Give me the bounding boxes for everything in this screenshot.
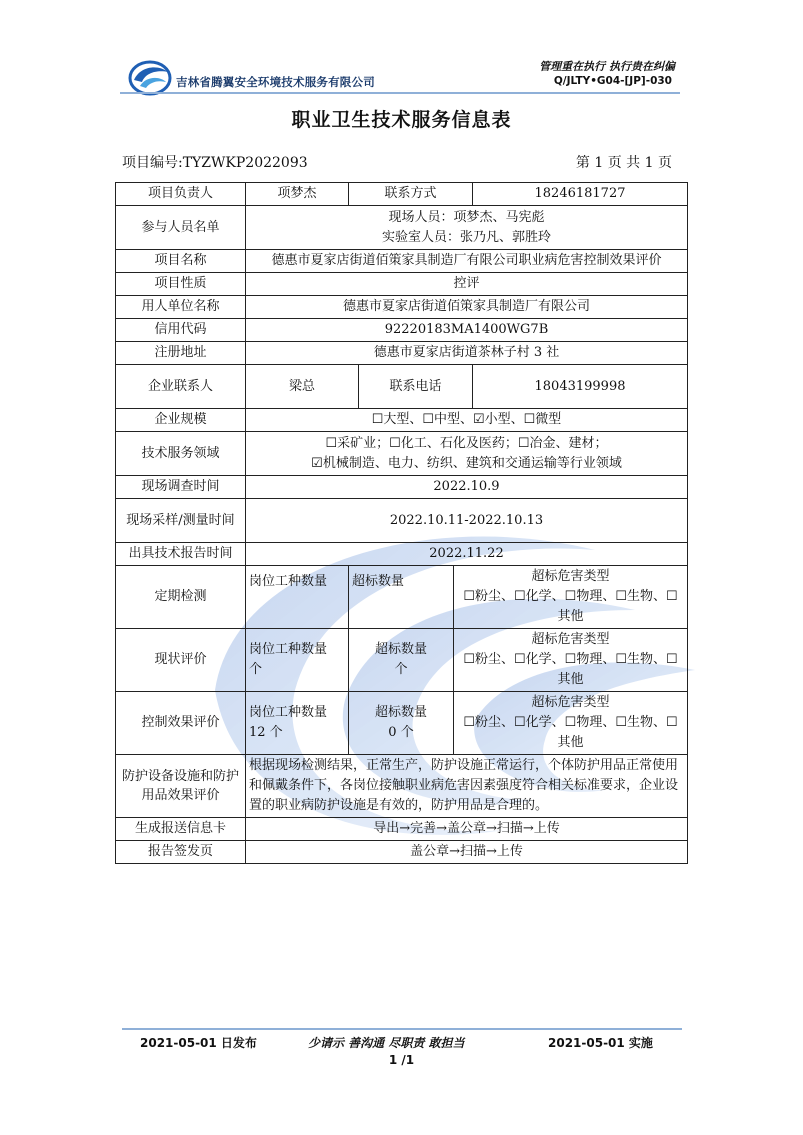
credit-label: 信用代码: [116, 319, 246, 342]
scale-value: ☐大型、☐中型、☑小型、☐微型: [246, 409, 688, 432]
exceed-value: 0 个: [388, 725, 414, 740]
info-table: [115, 182, 688, 864]
survey-label: 现场调查时间: [116, 476, 246, 499]
contact-label: 联系方式: [349, 183, 473, 206]
control-exceed: [349, 692, 454, 755]
table-row: [116, 755, 688, 818]
field-line: ☑机械制造、电力、纺织、建筑和交通运输等行业领域: [311, 455, 622, 471]
control-positions: [246, 692, 349, 755]
ent-contact-label: 企业联系人: [116, 365, 246, 409]
leader-label: 项目负责人: [116, 183, 246, 206]
table-row: [116, 432, 688, 476]
company-motto: 管理重在执行 执行贵在纠偏: [539, 60, 675, 73]
nature-value: 控评: [246, 273, 688, 296]
status-label: 现状评价: [116, 629, 246, 692]
exceed-unit: 个: [394, 662, 408, 677]
table-row: [116, 409, 688, 432]
periodic-positions: 岗位工种数量: [246, 566, 349, 629]
protect-value: 根据现场检测结果，正常生产，防护设施正常运行，个体防护用品正常使用和佩戴条件下，各岗位接触职业病危害因素强度符合相关标准要求，企业设置的职业病防护设施是有效的，防护用品是合理的。: [246, 755, 688, 818]
table-row: [116, 841, 688, 864]
table-row: [116, 543, 688, 566]
participants-value: [246, 206, 688, 250]
company-name: 吉林省腾翼安全环境技术服务有限公司: [176, 75, 375, 89]
positions-value: 12 个: [249, 725, 283, 740]
exceed-label: 超标数量: [374, 642, 427, 657]
leader-value: 项梦杰: [246, 183, 349, 206]
table-row: [116, 566, 688, 629]
table-row: [116, 250, 688, 273]
survey-value: 2022.10.9: [246, 476, 688, 499]
page-info: 第 1 页 共 1 页: [575, 155, 672, 171]
status-exceed: [349, 629, 454, 692]
effective-date: 2021-05-01 实施: [548, 1036, 653, 1050]
table-row: [116, 273, 688, 296]
page-title: 职业卫生技术服务信息表: [291, 109, 512, 131]
project-name-value: 德惠市夏家店街道佰策家具制造厂有限公司职业病危害控制效果评价: [246, 250, 688, 273]
field-line: ☐采矿业；☐化工、石化及医药；☐冶金、建材；: [325, 435, 608, 451]
control-label: 控制效果评价: [116, 692, 246, 755]
hazard-type-label: 超标危害类型: [531, 695, 610, 710]
periodic-hazard: [454, 566, 688, 629]
sign-label: 报告签发页: [116, 841, 246, 864]
card-value: 导出→完善→盖公章→扫描→上传: [246, 818, 688, 841]
periodic-label: 定期检测: [116, 566, 246, 629]
hazard-options: ☐粉尘、☐化学、☐物理、☐生物、☐其他: [463, 715, 678, 750]
project-name-label: 项目名称: [116, 250, 246, 273]
hazard-options: ☐粉尘、☐化学、☐物理、☐生物、☐其他: [463, 652, 678, 687]
table-row: [116, 692, 688, 755]
address-value: 德惠市夏家店街道茶林子村 3 社: [246, 342, 688, 365]
sampling-value: 2022.10.11-2022.10.13: [246, 499, 688, 543]
employer-value: 德惠市夏家店街道佰策家具制造厂有限公司: [246, 296, 688, 319]
credit-value: 92220183MA1400WG7B: [246, 319, 688, 342]
hazard-type-label: 超标危害类型: [531, 632, 610, 647]
footer-slogan: 少请示 善沟通 尽职责 敢担当: [308, 1036, 465, 1050]
address-label: 注册地址: [116, 342, 246, 365]
participants-line: 现场人员：项梦杰、马宪彪: [388, 209, 545, 225]
card-label: 生成报送信息卡: [116, 818, 246, 841]
table-row: [116, 629, 688, 692]
positions-label: 岗位工种数量: [249, 642, 328, 657]
exceed-label: 超标数量: [374, 705, 427, 720]
status-positions: [246, 629, 349, 692]
document-code: Q/JLTY•G04-[JP]-030: [553, 75, 672, 87]
table-row: [116, 365, 688, 409]
table-row: [116, 818, 688, 841]
control-hazard: [454, 692, 688, 755]
company-logo-icon: [128, 56, 172, 96]
table-row: [116, 476, 688, 499]
positions-label: 岗位工种数量: [249, 705, 328, 720]
report-value: 2022.11.22: [246, 543, 688, 566]
contact-value: 18246181727: [473, 183, 688, 206]
report-label: 出具技术报告时间: [116, 543, 246, 566]
positions-unit: 个: [249, 662, 263, 677]
table-row: [116, 499, 688, 543]
sampling-label: 现场采样/测量时间: [116, 499, 246, 543]
hazard-options: ☐粉尘、☐化学、☐物理、☐生物、☐其他: [463, 589, 678, 624]
project-number: 项目编号:TYZWKP2022093: [122, 155, 308, 171]
phone-value: 18043199998: [473, 365, 688, 409]
field-value: [246, 432, 688, 476]
table-row: [116, 319, 688, 342]
participants-line: 实验室人员：张乃凡、郭胜玲: [381, 229, 551, 245]
footer-page-number: 1 /1: [388, 1053, 415, 1067]
hazard-type-label: 超标危害类型: [531, 569, 610, 584]
issue-date: 2021-05-01 日发布: [140, 1036, 257, 1050]
table-row: [116, 296, 688, 319]
phone-label: 联系电话: [359, 365, 473, 409]
table-row: [116, 183, 688, 206]
scale-label: 企业规模: [116, 409, 246, 432]
periodic-exceed: 超标数量: [349, 566, 454, 629]
nature-label: 项目性质: [116, 273, 246, 296]
table-row: [116, 342, 688, 365]
header-rule: [120, 92, 680, 94]
employer-label: 用人单位名称: [116, 296, 246, 319]
field-label: 技术服务领域: [116, 432, 246, 476]
participants-label: 参与人员名单: [116, 206, 246, 250]
footer-rule: [122, 1028, 682, 1030]
table-row: [116, 206, 688, 250]
sign-value: 盖公章→扫描→上传: [246, 841, 688, 864]
protect-label: 防护设备设施和防护用品效果评价: [116, 755, 246, 818]
status-hazard: [454, 629, 688, 692]
ent-contact-value: 梁总: [246, 365, 359, 409]
